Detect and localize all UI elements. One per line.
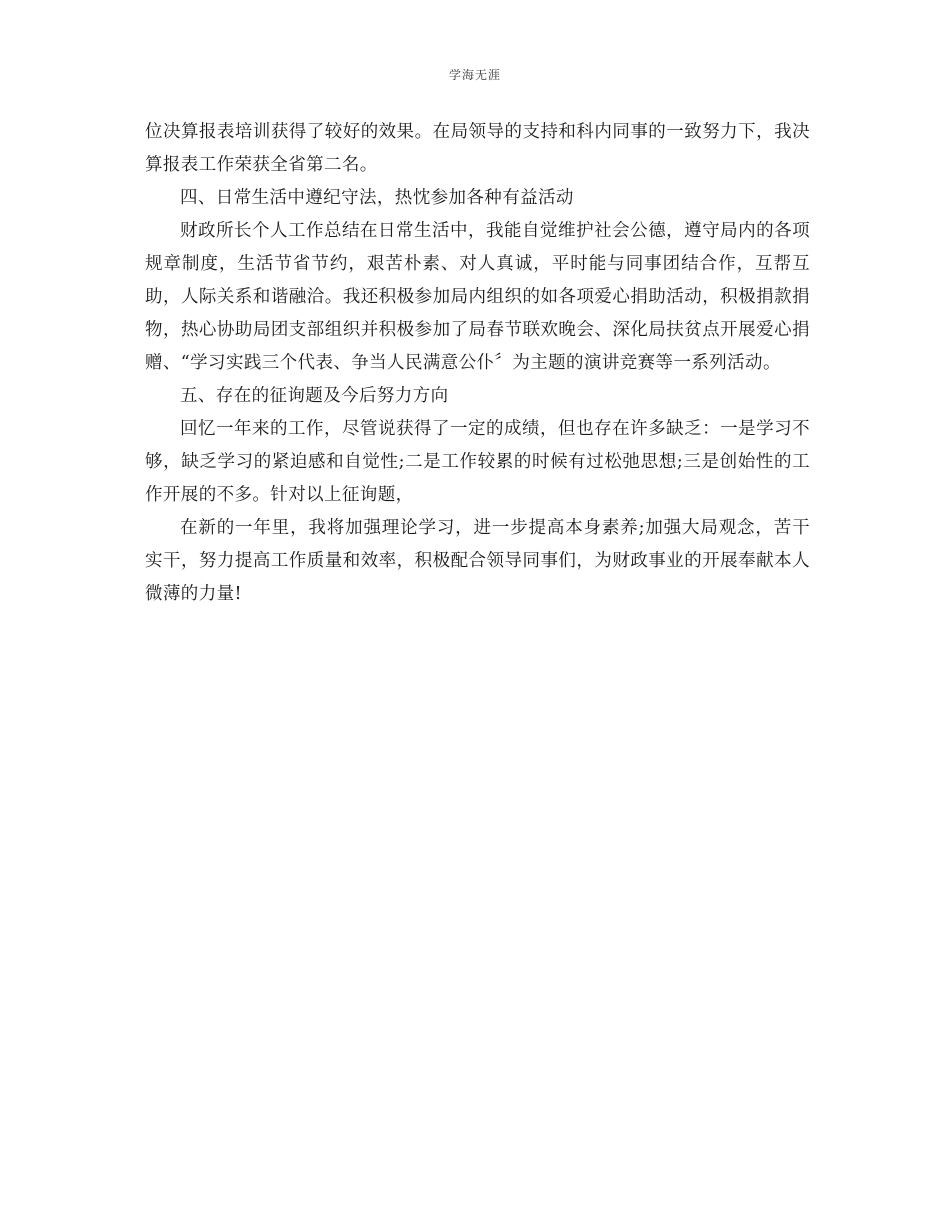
section-heading-four: 四、日常生活中遵纪守法，热忱参加各种有益活动 [180,188,574,208]
paragraph-daily-life: 财政所长个人工作总结在日常生活中，我能自觉维护社会公德，遵守局内的各项规章制度，生活节省节约，艰苦朴素、对人真诚，平时能与同事团结合作，互帮互助，人际关系和谐融洽。我还积极参加局内组织的如各项爱心捐助活动，积极捐款捐物，热心协助局团支部组织并积极参加了局春节联欢晚会、深化局扶贫点开展爱心捐赠、“学习实践三个代表、争当人民满意公仆〞为主题的演讲竞赛等一系列活动。 [145,221,810,373]
paragraph-future-plans: 在新的一年里，我将加强理论学习，进一步提高本身素养;加强大局观念，苦干实干，努力提高工作质量和效率，积极配合领导同事们，为财政事业的开展奉献本人微薄的力量! [145,518,810,604]
section-heading-five: 五、存在的征询题及今后努力方向 [180,386,449,406]
page-header: 学海无涯 [448,68,501,82]
document-body [145,116,810,611]
paragraph-continuation: 位决算报表培训获得了较好的效果。在局领导的支持和科内同事的一致努力下，我决算报表工作荣获全省第二名。 [145,122,810,175]
paragraph-shortcomings: 回忆一年来的工作，尽管说获得了一定的成绩，但也存在许多缺乏：一是学习不够，缺乏学习的紧迫感和自觉性;二是工作较累的时候有过松弛思想;三是创始性的工作开展的不多。针对以上征询题， [145,419,810,505]
